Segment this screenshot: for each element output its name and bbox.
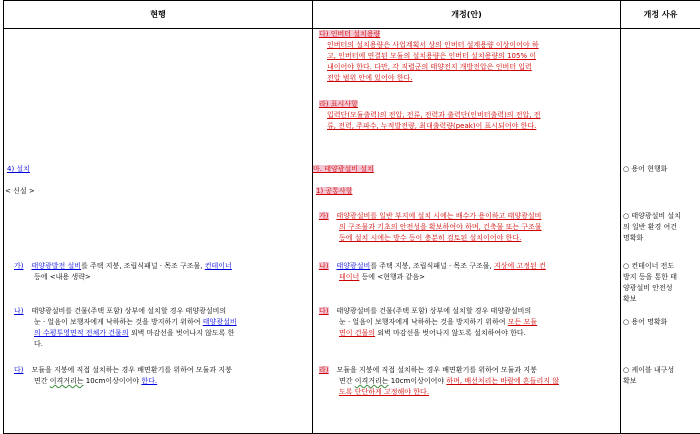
revised-item-ga: 가) 태양광설비를 일반 부지에 설치 시에는 배수가 용이하고 태양광설비 의 구조물과 기초의 안전성을 확보하여야 하며, 건축물 또는 구조물 등에 설치 시에는 방수 등이 충분히 검토된 설치이어야 한다. (319, 211, 542, 244)
revised-item-da: 다) 태양광설비를 건물(주택 포함) 상부에 설치할 경우 태양광설비의 눈 · 얼음이 보행자에게 낙하하는 것을 방지하기 위하여 모든 모듈 면이 건물의 외벽 마감선을 벗어나지 않도록 설치하여야 한다. (319, 306, 537, 339)
revised-common-title: 1) 공통사항 (316, 186, 352, 197)
revised-column (313, 29, 621, 434)
header-current: 현행 (4, 1, 313, 29)
header-revised: 개정(안) (313, 1, 621, 29)
current-item-ga: 가) 태양광발전 설비를 주택 지붕, 조립식패널 · 목조 구조물, 컨테이너 등에 <내용 생략> (14, 261, 232, 283)
current-new-mark: < 신설 > (5, 186, 35, 197)
revised-item-na: 나) 태양광설비를 주택 지붕, 조립식패널 · 목조 구조물, 지상에 고정된 컨 테이너 등에 <현행과 같음> (319, 261, 546, 283)
revised-display-block: 라) 표시사항 입력단(모듈출력)의 전압, 전류, 전력과 출력단(인버터출력)의 전압, 전 류, 전력, 주파수, 누적발전량, 최대출력량(peak)이 표시되어야 한다. (319, 99, 541, 132)
reason-4: ○ 용어 명확화 (623, 317, 667, 328)
reason-1: ○ 용어 현행화 (623, 164, 667, 175)
reason-column (621, 29, 700, 434)
reason-5: ○ 케이블 내구성 확보 (623, 365, 674, 387)
revised-section-title: 마. 태양광설비 설치 (313, 164, 374, 175)
revised-inverter-block: 다) 인버터 설치용량 인버터의 설치용량은 사업계획서 상의 인버터 설계용량 이상이어야 하 고, 인버터에 연결된 모듈의 설치용량은 인버터 설치용량의 105% 이 내이어야 한다. 다만, 각 직렬군의 태양전지 개방전압은 인버터 입력 전압 범위 안에 있어야 한다. (319, 29, 539, 84)
current-item-na: 나) 태양광설비를 건물(주택 포함) 상부에 설치할 경우 태양광설비의 눈 · 얼음이 보행자에게 낙하하는 것을 방지하기 위하여 태양광설비 의 수평투영면적 전체가 건물의 외벽 마감선을 벗어나지 않도록 한 다. (14, 306, 237, 350)
revised-item-ra: 라) 모듈을 지붕에 직접 설치하는 경우 배면환기를 위하여 모듈과 지붕 면간 이격거리는 10cm이상이어야 하며, 배선처리는 바람에 흔들리지 않 도록 단단하게 고정해야 한다. (319, 365, 559, 398)
current-column (4, 29, 313, 434)
comparison-table (3, 0, 700, 434)
current-section-title: 4) 설치 (7, 164, 30, 175)
current-item-da: 다) 모듈을 지붕에 직접 설치하는 경우 배면환기를 위하여 모듈과 지붕 면간 이격거리는 10cm이상이어야 한다. (14, 365, 232, 387)
reason-2: ○ 태양광설비 설치 의 일반 환경 여건 명확화 (623, 211, 681, 244)
reason-3: ○ 컨테이너 전도 방지 등을 통한 태 양광설비 안전성 확보 (623, 261, 677, 305)
header-reason: 개정 사유 (621, 1, 700, 29)
